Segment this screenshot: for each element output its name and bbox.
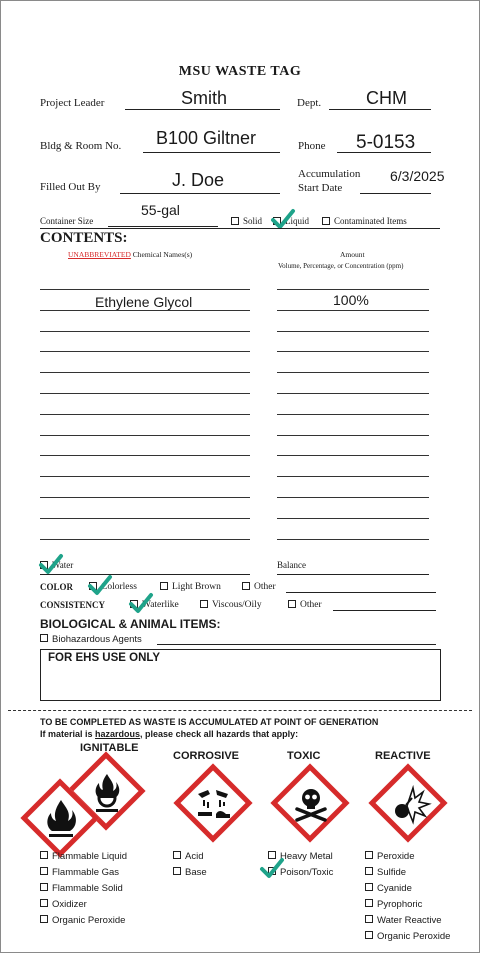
consistency-other-line [333, 610, 436, 611]
bldg-line [143, 152, 280, 153]
contaminated-checkbox[interactable] [322, 217, 330, 225]
amount-line [277, 476, 429, 477]
biohazardous-label: Biohazardous Agents [52, 634, 142, 645]
skull-crossbones-icon [287, 780, 335, 828]
amount-line [277, 539, 429, 540]
chemical-name-line [40, 476, 250, 477]
light-brown-label: Light Brown [172, 582, 221, 592]
organic-peroxide-react-option[interactable] [365, 931, 450, 942]
filled-out-line [120, 193, 280, 194]
amount-line [277, 372, 429, 373]
viscous-label: Viscous/Oily [212, 600, 262, 610]
solid-option[interactable] [231, 216, 262, 226]
poison-toxic-label: Poison/Toxic [280, 867, 334, 878]
hazard-instruction-b: hazardous [95, 729, 141, 739]
chemical-name-line [40, 539, 250, 540]
accumulation-label: Accumulation [298, 168, 361, 180]
dept-line [329, 109, 431, 110]
exploding-bomb-icon [385, 780, 433, 828]
peroxide-checkbox[interactable] [365, 851, 373, 859]
hazard-instruction-a: If material is [40, 729, 96, 739]
liquid-check-icon [270, 208, 296, 230]
biohazardous-checkbox[interactable] [40, 634, 48, 642]
waterlike-check-icon [128, 592, 154, 614]
amount-line [277, 435, 429, 436]
bldg-label: Bldg & Room No. [40, 140, 122, 152]
water-reactive-option[interactable] [365, 915, 442, 926]
bldg-field[interactable]: B100 Giltner [156, 128, 257, 148]
balance-label: Balance [277, 560, 306, 570]
chemical-names-header [68, 250, 192, 259]
project-leader-label: Project Leader [40, 97, 105, 109]
accumulation-field[interactable]: 6/3/2025 [390, 168, 445, 184]
oxidizer-option[interactable] [40, 899, 87, 910]
sulfide-label: Sulfide [377, 867, 407, 878]
dept-field[interactable]: CHM [366, 88, 407, 108]
flammable-liquid-option[interactable] [40, 851, 127, 862]
hazard-intro: TO BE COMPLETED AS WASTE IS ACCUMULATED AT POINT OF GENERATION [40, 717, 379, 727]
heavy-metal-label: Heavy Metal [280, 851, 333, 862]
hazard-instruction [40, 729, 298, 739]
color-light-brown-option[interactable] [160, 582, 221, 592]
sulfide-checkbox[interactable] [365, 867, 373, 875]
unabbreviated-label: UNABBREVIATED [68, 250, 131, 259]
amount-field[interactable]: 100% [333, 292, 369, 308]
viscous-checkbox[interactable] [200, 600, 208, 608]
cyanide-label: Cyanide [377, 883, 412, 894]
amount-line [277, 331, 429, 332]
flammable-gas-option[interactable] [40, 867, 119, 878]
base-option[interactable] [173, 867, 207, 878]
filled-out-field[interactable]: J. Doe [172, 170, 225, 190]
contaminated-option[interactable] [322, 216, 407, 226]
chemical-name-line [40, 497, 250, 498]
color-other-checkbox[interactable] [242, 582, 250, 590]
start-date-label: Start Date [298, 182, 343, 194]
poison-toxic-check-icon [259, 857, 285, 879]
consistency-other-checkbox[interactable] [288, 600, 296, 608]
water-reactive-checkbox[interactable] [365, 915, 373, 923]
water-check-icon [38, 553, 64, 575]
sulfide-option[interactable] [365, 867, 406, 878]
ehs-box[interactable] [40, 649, 441, 701]
container-size-line [108, 226, 218, 227]
ignitable-heading: IGNITABLE [80, 742, 139, 754]
project-leader-line [125, 109, 280, 110]
amount-line [277, 393, 429, 394]
biological-heading: BIOLOGICAL & ANIMAL ITEMS: [40, 617, 221, 631]
flammable-gas-checkbox[interactable] [40, 867, 48, 875]
flammable-liquid-label: Flammable Liquid [52, 851, 127, 862]
flammable-solid-checkbox[interactable] [40, 883, 48, 891]
flammable-liquid-checkbox[interactable] [40, 851, 48, 859]
chemical-name-line [40, 435, 250, 436]
filled-out-label: Filled Out By [40, 181, 101, 193]
cyanide-checkbox[interactable] [365, 883, 373, 891]
corrosive-heading: CORROSIVE [173, 750, 240, 762]
color-other-line [286, 592, 436, 593]
amount-line [277, 455, 429, 456]
oxidizer-label: Oxidizer [52, 899, 87, 910]
base-checkbox[interactable] [173, 867, 181, 875]
chemical-name-line [40, 372, 250, 373]
chemical-name-field[interactable]: Ethylene Glycol [95, 294, 193, 310]
flammable-solid-option[interactable] [40, 883, 123, 894]
contents-heading: CONTENTS: [40, 230, 128, 246]
phone-label: Phone [298, 140, 326, 152]
amount-line [277, 414, 429, 415]
pyrophoric-label: Pyrophoric [377, 899, 423, 910]
chemical-name-line [40, 351, 250, 352]
color-other-option[interactable] [242, 582, 276, 592]
amount-line [277, 351, 429, 352]
consistency-label: CONSISTENCY [40, 600, 106, 610]
consistency-viscous-option[interactable] [200, 600, 262, 610]
chemical-name-line [40, 289, 250, 290]
chemical-name-line [40, 518, 250, 519]
contaminated-label: Contaminated Items [334, 216, 407, 226]
organic-peroxide-react-label: Organic Peroxide [377, 931, 451, 942]
reactive-heading: REACTIVE [375, 750, 431, 762]
hazard-instruction-c: , please check all hazards that apply: [140, 729, 299, 739]
container-size-field[interactable]: 55-gal [141, 202, 180, 218]
color-label: COLOR [40, 582, 74, 592]
organic-peroxide-ign-option[interactable] [40, 915, 125, 926]
toxic-heading: TOXIC [287, 750, 321, 762]
acid-label: Acid [185, 851, 204, 862]
flammable-solid-label: Flammable Solid [52, 883, 123, 894]
colorless-check-icon [87, 574, 113, 596]
dept-label: Dept. [297, 97, 322, 109]
page-title: MSU WASTE TAG [178, 64, 302, 79]
chemical-names-label: Chemical Names(s) [132, 250, 193, 259]
color-other-label: Other [254, 582, 276, 592]
pyrophoric-option[interactable] [365, 899, 422, 910]
colorless-label: Colorless [101, 582, 137, 592]
acid-option[interactable] [173, 851, 203, 862]
flame-icon [38, 795, 84, 841]
organic-peroxide-react-checkbox[interactable] [365, 931, 373, 939]
peroxide-label: Peroxide [377, 851, 415, 862]
biohazardous-line [157, 644, 436, 645]
cyanide-option[interactable] [365, 883, 412, 894]
chemical-name-line [40, 331, 250, 332]
pyrophoric-checkbox[interactable] [365, 899, 373, 907]
biohazardous-option[interactable] [40, 634, 142, 645]
flame-over-circle-icon [84, 768, 130, 814]
chemical-name-line [40, 310, 250, 311]
amount-line [277, 289, 429, 290]
oxidizer-checkbox[interactable] [40, 899, 48, 907]
base-label: Base [185, 867, 207, 878]
chemical-name-line [40, 393, 250, 394]
container-divider [40, 228, 440, 229]
acid-checkbox[interactable] [173, 851, 181, 859]
amount-subheader: Volume, Percentage, or Concentration (ppm) [278, 262, 404, 270]
consistency-other-label: Other [300, 600, 322, 610]
organic-peroxide-ign-checkbox[interactable] [40, 915, 48, 923]
organic-peroxide-ign-label: Organic Peroxide [52, 915, 126, 926]
accumulation-line [360, 193, 431, 194]
flammable-gas-label: Flammable Gas [52, 867, 120, 878]
chemical-name-line [40, 414, 250, 415]
chemical-name-line [40, 455, 250, 456]
phone-field[interactable]: 5-0153 [356, 132, 416, 153]
ehs-label: FOR EHS USE ONLY [48, 652, 161, 664]
water-line [40, 574, 250, 575]
balance-line [277, 574, 429, 575]
consistency-other-option[interactable] [288, 600, 322, 610]
corrosion-icon [190, 780, 238, 828]
amount-header: Amount [340, 250, 365, 259]
water-label: Water [52, 560, 74, 570]
container-size-label: Container Size [40, 216, 94, 226]
solid-checkbox[interactable] [231, 217, 239, 225]
liquid-label: Liquid [285, 216, 309, 226]
light-brown-checkbox[interactable] [160, 582, 168, 590]
peroxide-option[interactable] [365, 851, 415, 862]
amount-line [277, 310, 429, 311]
project-leader-field[interactable]: Smith [181, 88, 228, 108]
waterlike-label: Waterlike [142, 600, 179, 610]
dashed-divider [8, 710, 472, 711]
amount-line [277, 518, 429, 519]
water-reactive-label: Water Reactive [377, 915, 442, 926]
amount-line [277, 497, 429, 498]
solid-label: Solid [243, 216, 263, 226]
